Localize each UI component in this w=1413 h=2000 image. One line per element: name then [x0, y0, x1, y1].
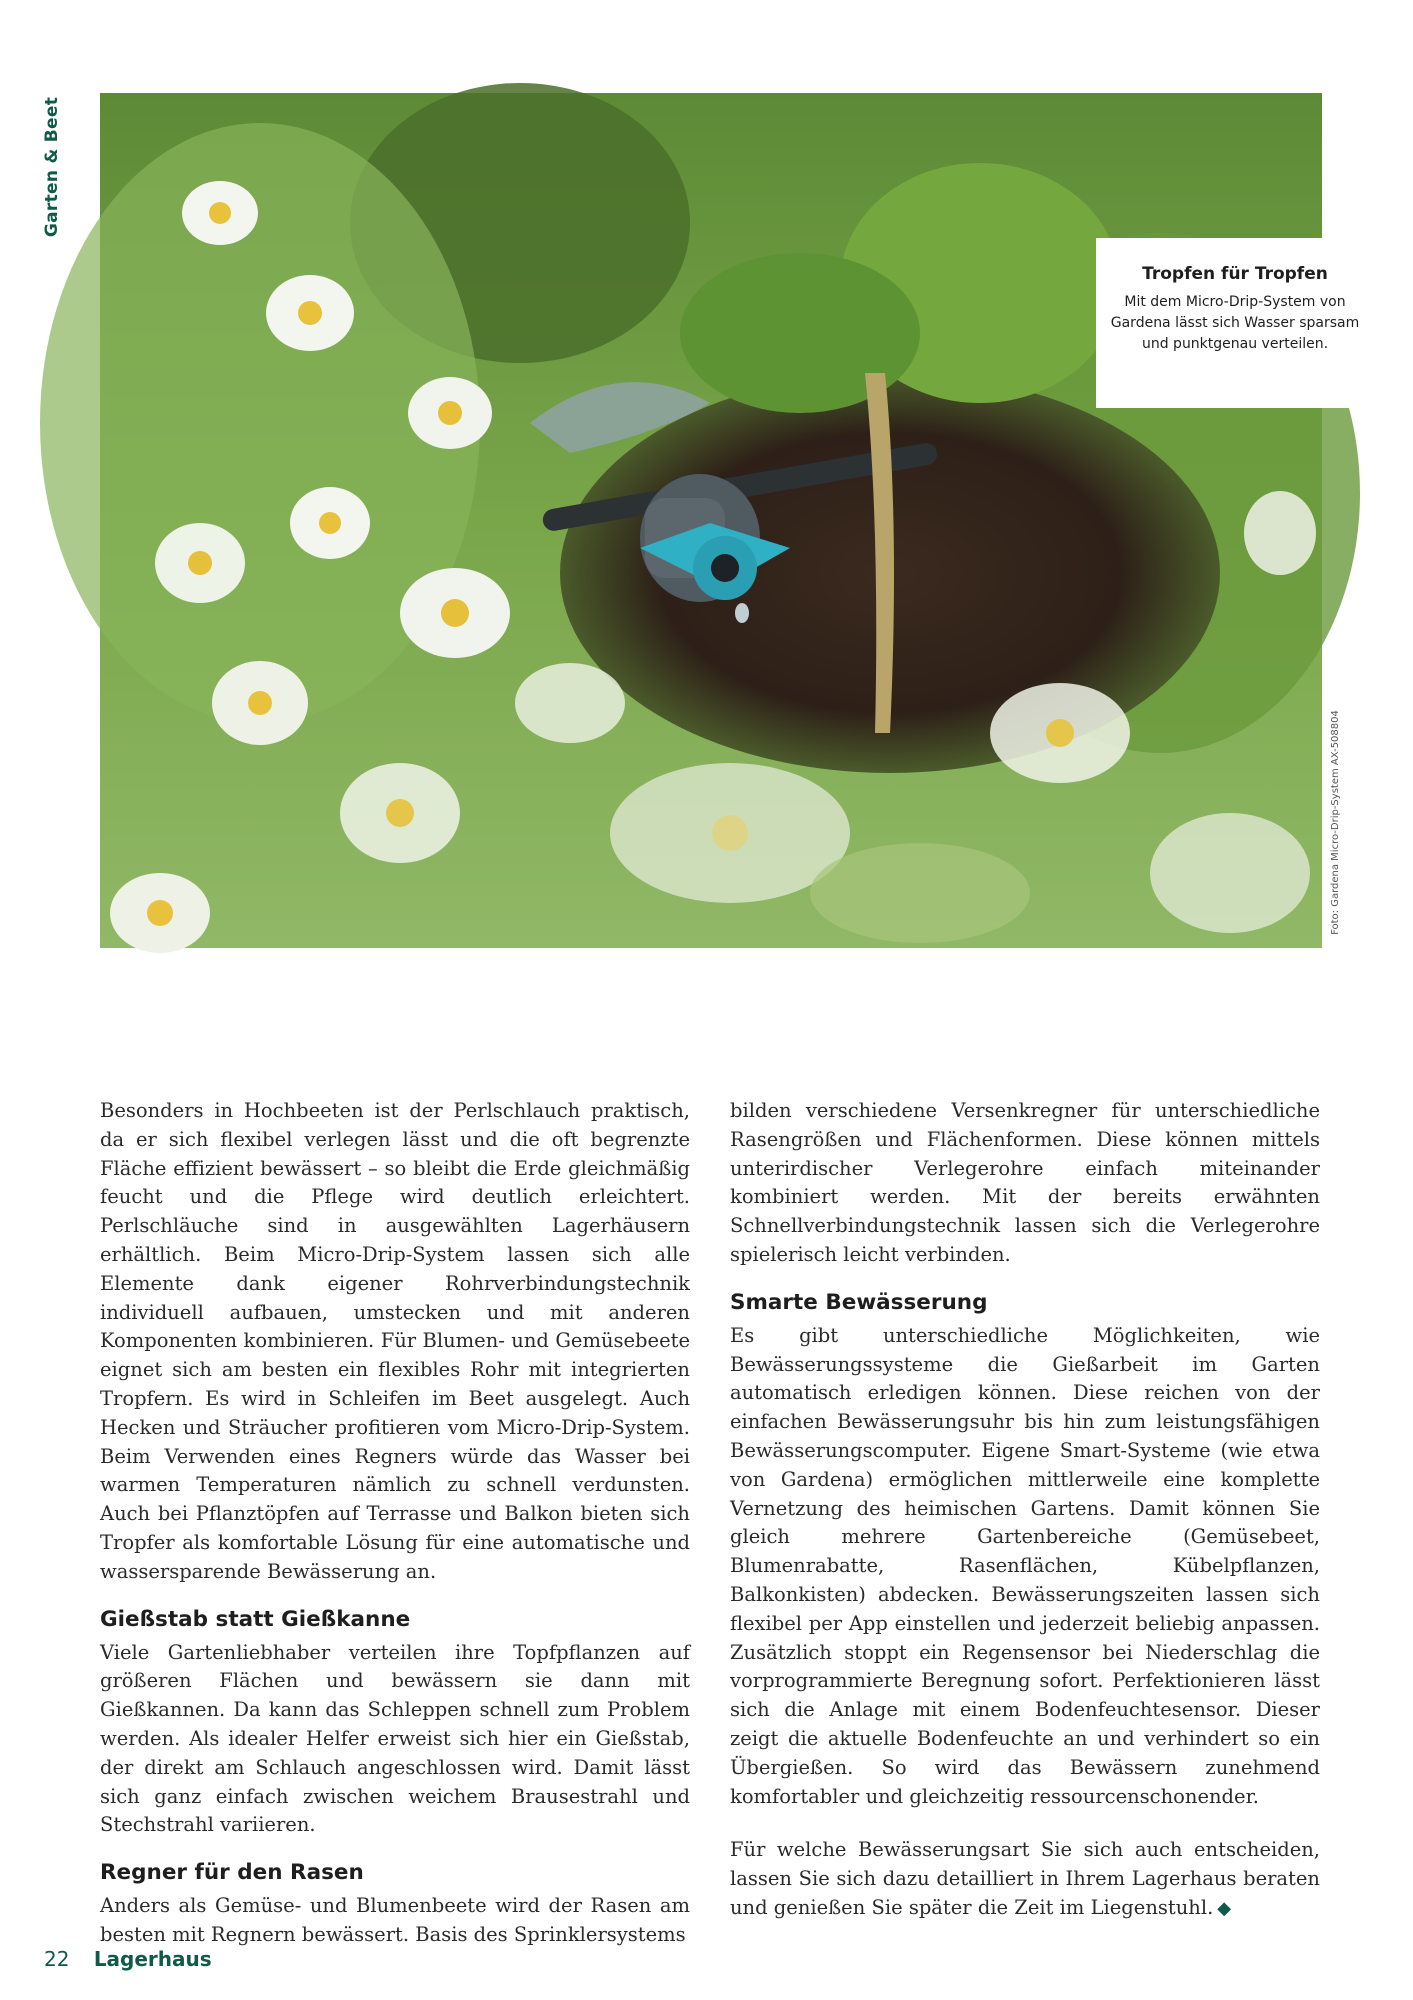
article-column-left [100, 1097, 690, 1950]
article-column-right [730, 1097, 1320, 1924]
caption-text: Mit dem Micro-Drip-System von Gardena lässt sich Wasser sparsam und punktgenau verteilen. [1110, 294, 1360, 352]
heading-regner: Regner für den Rasen [100, 1860, 364, 1886]
regner-paragraph: Anders als Gemüse- und Blumenbeete wird der Rasen am besten mit Regnern bewässert. Basis des Sprinklersystems [100, 1894, 690, 1946]
end-diamond-icon: ◆ [1217, 1897, 1232, 1919]
smart-paragraph: Es gibt unterschiedliche Möglichkeiten, wie Bewässerungssysteme die Gießarbeit im Garten automatisch erledigen können. Diese reichen von der einfachen Bewässerungsuhr bis hin zum leistungsfähigen Bewässerungscomputer. Eigene Smart-Systeme (wie etwa von Gardena) ermöglichen mittlerweile eine komplette Vernetzung des heimischen Gartens. Damit können Sie gleich mehrere Gartenbereiche (Gemüsebeet, Blumenrabatte, Rasenflächen, Kübelpflanzen, Balkonkisten) abdecken. Bewässerungszeiten lassen sich flexibel per App einstellen und jederzeit beliebig anpassen. Zusätzlich stoppt ein Regensensor bei Niederschlag die vorprogrammierte Beregnung sofort. Perfektionieren lässt sich die Anlage mit einem Bodenfeuchtesensor. Dieser zeigt die aktuelle Bodenfeuchte an und verhindert so ein Übergießen. So wird das Bewässern zunehmend komfortabler und gleichzeitig ressourcenschonender. [730, 1323, 1320, 1808]
heading-smarte-bewaesserung: Smarte Bewässerung [730, 1289, 988, 1315]
photo-credit: Foto: Gardena Micro-Drip-System AX-508804 [1329, 709, 1341, 935]
intro-paragraph: Besonders in Hochbeeten ist der Perlschlauch praktisch, da er sich flexibel verlegen lässt und die oft begrenzte Fläche effizient bewässert – so bleibt die Erde gleichmäßig feucht und die Pflege wird deutlich erleichtert. Perlschläuche sind in ausgewählten Lagerhäusern erhältlich. Beim Micro-Drip-System lassen sich alle Elemente dank eigener Rohrverbindungstechnik individuell aufbauen, umstecken und mit anderen Komponenten kombinieren. Für Blumen- und Gemüsebeete eignet sich am besten ein flexibles Rohr mit integrierten Tropfern. Es wird in Schleifen im Beet ausgelegt. Auch Hecken und Sträucher profitieren vom Micro-Drip-System. Beim Verwenden eines Regners würde das Wasser bei warmen Temperaturen nämlich zu schnell verdunsten. Auch bei Pflanztöpfen auf Terrasse und Balkon bieten sich Tropfer als komfortable Lösung für eine automatische und wassersparende Bewässerung an. [100, 1099, 690, 1583]
photo-caption [1096, 238, 1374, 408]
heading-giessstab: Gießstab statt Gießkanne [100, 1606, 411, 1632]
closing-paragraph: Für welche Bewässerungsart Sie sich auch entscheiden, lassen Sie sich dazu detailliert in Ihrem Lagerhaus beraten und genießen Sie später die Zeit im Liegenstuhl. ◆ [730, 1838, 1320, 1919]
regner-paragraph-continued: bilden verschiedene Versenkregner für unterschiedliche Rasengrößen und Flächenformen. Diese können mittels unterirdischer Verlegerohre einfach miteinander kombiniert werden. Mit der bereits erwähnten Schnellverbindungstechnik lassen sich die Verlegerohre spielerisch leicht verbinden. [730, 1099, 1320, 1266]
drip-irrigation-illustration [100, 93, 1322, 948]
page-number: 22 [44, 1947, 70, 1971]
page-footer [44, 1947, 212, 1971]
caption-title: Tropfen für Tropfen [1142, 264, 1328, 284]
section-label: Garten & Beet [42, 96, 62, 238]
brand-name: Lagerhaus [93, 1947, 212, 1971]
giessstab-paragraph: Viele Gartenliebhaber verteilen ihre Topfpflanzen auf größeren Flächen und bewässern sie dann mit Gießkannen. Da kann das Schleppen schnell zum Problem werden. Als idealer Helfer erweist sich hier ein Gießstab, der direkt am Schlauch angeschlossen wird. Damit lässt sich ganz einfach zwischen weichem Brausestrahl und Stechstrahl variieren. [100, 1640, 690, 1837]
